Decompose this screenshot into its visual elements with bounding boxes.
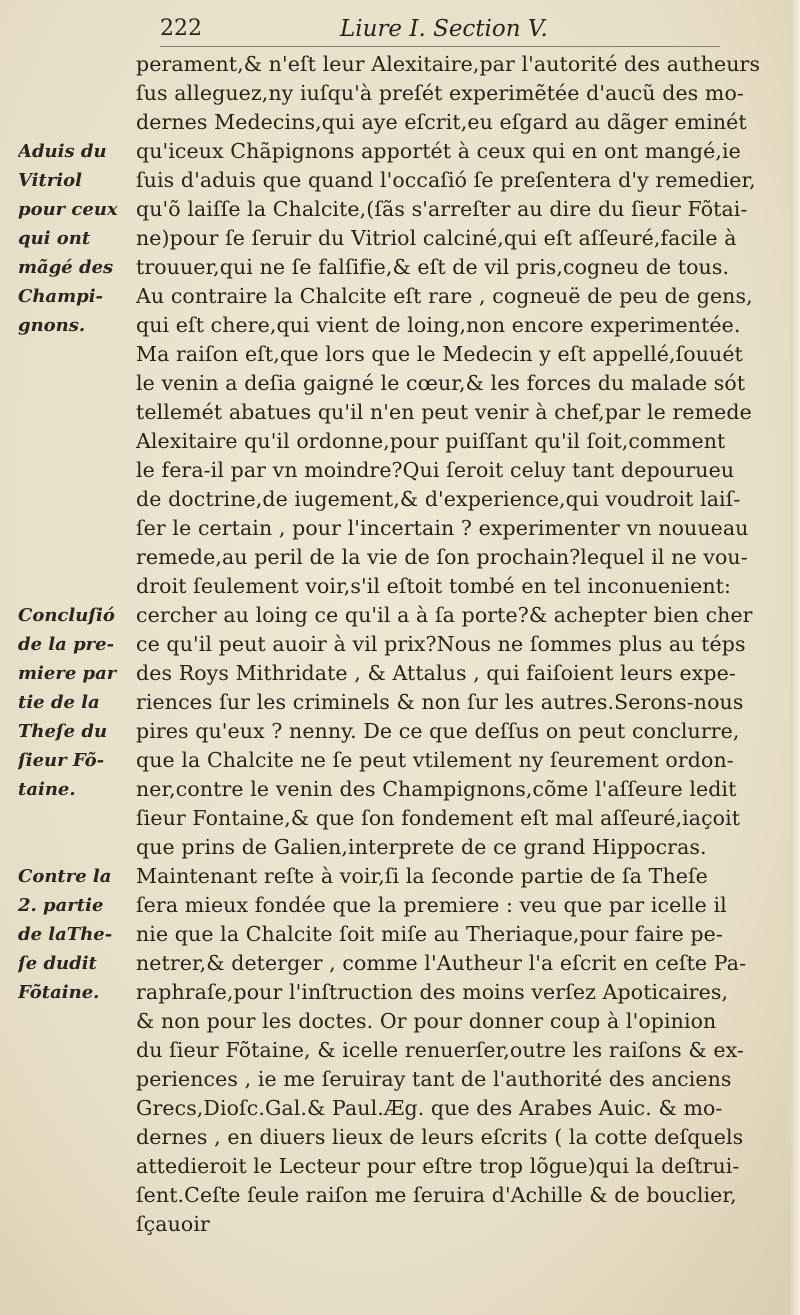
margin-note-line: ſe dudit xyxy=(18,953,97,974)
text-line: periences , ie me ſeruiray tant de l'authorité des anciens xyxy=(136,1067,732,1091)
page-number: 222 xyxy=(160,16,202,41)
text-line: le fera-il par vn moindre?Qui ſeroit celuy tant depourueu xyxy=(136,458,735,482)
text-line: ſera mieux fondée que la premiere : veu que par icelle il xyxy=(136,893,727,917)
text-line: droit ſeulement voir,s'il eſtoit tombé en tel inconuenient: xyxy=(136,574,731,598)
text-line: qu'iceux Chãpignons apportét à ceux qui en ont mangé,ie xyxy=(136,139,741,163)
margin-note-line: tie de la xyxy=(18,692,100,713)
margin-note-line: miere par xyxy=(18,663,117,684)
margin-note-advice xyxy=(18,137,136,340)
margin-note-line: Theſe du xyxy=(18,721,108,742)
text-line: ſer le certain , pour l'incertain ? experimenter vn nouueau xyxy=(136,516,749,540)
margin-note-line: mãgé des xyxy=(18,257,114,278)
text-line: que la Chalcite ne ſe peut vtilement ny ſeurement ordon- xyxy=(136,748,734,772)
text-line: du ſieur Fõtaine, & icelle renuerſer,outre les raiſons & ex- xyxy=(136,1038,744,1062)
text-line: de doctrine,de iugement,& d'experience,qui voudroit laiſ- xyxy=(136,487,741,511)
margin-note-line: gnons. xyxy=(18,315,86,336)
text-line: Grecs,Dioſc.Gal.& Paul.Æg. que des Arabes Auic. & mo- xyxy=(136,1096,723,1120)
text-line: des Roys Mithridate , & Attalus , qui faiſoient leurs expe- xyxy=(136,661,736,685)
margin-note-line: qui ont xyxy=(18,228,91,249)
text-line: dernes Medecins,qui aye eſcrit,eu eſgard au dãger eminét xyxy=(136,110,747,134)
text-line: ſieur Fontaine,& que ſon fondement eſt mal aſſeuré,iaçoit xyxy=(136,806,741,830)
margin-note-line: de la pre- xyxy=(18,634,115,655)
margin-note-line: taine. xyxy=(18,779,76,800)
text-line: raphraſe,pour l'inſtruction des moins verſez Apoticaires, xyxy=(136,980,729,1004)
text-line: attedieroit le Lecteur pour eſtre trop lõgue)qui la deſtrui- xyxy=(136,1154,740,1178)
text-line: ne)pour ſe ſeruir du Vitriol calciné,qui eſt aſſeuré,facile à xyxy=(136,226,737,250)
text-line: nie que la Chalcite ſoit miſe au Theriaque,pour faire pe- xyxy=(136,922,723,946)
text-line: dernes , en diuers lieux de leurs eſcrits ( la cotte deſquels xyxy=(136,1125,744,1149)
text-line: tellemét abatues qu'il n'en peut venir à chef,par le remede xyxy=(136,400,752,424)
text-line: Alexitaire qu'il ordonne,pour puiſſant qu'il ſoit,comment xyxy=(136,429,726,453)
text-line: Ma raiſon eſt,que lors que le Medecin y eſt appellé,ſouuét xyxy=(136,342,743,366)
margin-note-line: Fõtaine. xyxy=(18,982,100,1003)
text-line: le venin a deſia gaigné le cœur,& les forces du malade sót xyxy=(136,371,746,395)
text-line: qu'õ laiſſe la Chalcite,(ſãs s'arreſter au dire du ſieur Fõtai- xyxy=(136,197,748,221)
text-line: pires qu'eux ? nenny. De ce que deſſus on peut conclurre, xyxy=(136,719,740,743)
text-line: trouuer,qui ne ſe falſifie,& eſt de vil pris,cogneu de tous. xyxy=(136,255,730,279)
text-line: remede,au peril de la vie de ſon prochain?lequel il ne vou- xyxy=(136,545,748,569)
margin-note-contre xyxy=(18,862,136,1007)
text-line: Au contraire la Chalcite eſt rare , cogneuë de peu de gens, xyxy=(136,284,753,308)
text-line: ce qu'il peut auoir à vil prix?Nous ne ſommes plus au téps xyxy=(136,632,746,656)
text-line: riences ſur les criminels & non ſur les autres.Serons-nous xyxy=(136,690,744,714)
text-line: ſuis d'aduis que quand l'occaſió ſe preſentera d'y remedier, xyxy=(136,168,756,192)
margin-note-line: Champi- xyxy=(18,286,104,307)
text-line: qui eſt chere,qui vient de loing,non encore experimentée. xyxy=(136,313,741,337)
text-line: & non pour les doctes. Or pour donner coup à l'opinion xyxy=(136,1009,717,1033)
text-line: netrer,& deterger , comme l'Autheur l'a eſcrit en ceſte Pa- xyxy=(136,951,747,975)
margin-note-conclusion xyxy=(18,601,136,804)
running-title: Liure I. Section V. xyxy=(340,16,548,42)
text-line: Maintenant reſte à voir,ſi la ſeconde partie de ſa Theſe xyxy=(136,864,708,888)
page-header xyxy=(160,14,720,47)
page-edge xyxy=(790,0,800,1315)
text-line: ſent.Ceſte ſeule raiſon me ſeruira d'Achille & de bouclier, xyxy=(136,1183,737,1207)
margin-note-line: ſieur Fõ- xyxy=(18,750,105,771)
body-text xyxy=(136,50,786,1239)
margin-note-line: Concluſió xyxy=(18,605,115,626)
text-line: que prins de Galien,interprete de ce grand Hippocras. xyxy=(136,835,707,859)
margin-note-line: Aduis du xyxy=(18,141,107,162)
margin-note-line: pour ceux xyxy=(18,199,118,220)
margin-note-line: 2. partie xyxy=(18,895,104,916)
text-line: ſus alleguez,ny iuſqu'à preſét experimẽtée d'aucũ des mo- xyxy=(136,81,744,105)
text-line: ſçauoir xyxy=(136,1212,210,1236)
margin-note-line: Vitriol xyxy=(18,170,82,191)
text-line: ner,contre le venin des Champignons,cõme l'aſſeure ledit xyxy=(136,777,737,801)
text-line: cercher au loing ce qu'il a à ſa porte?& achepter bien cher xyxy=(136,603,753,627)
margin-note-line: de laThe- xyxy=(18,924,113,945)
margin-note-line: Contre la xyxy=(18,866,112,887)
text-line: perament,& n'eſt leur Alexitaire,par l'autorité des autheurs xyxy=(136,52,761,76)
